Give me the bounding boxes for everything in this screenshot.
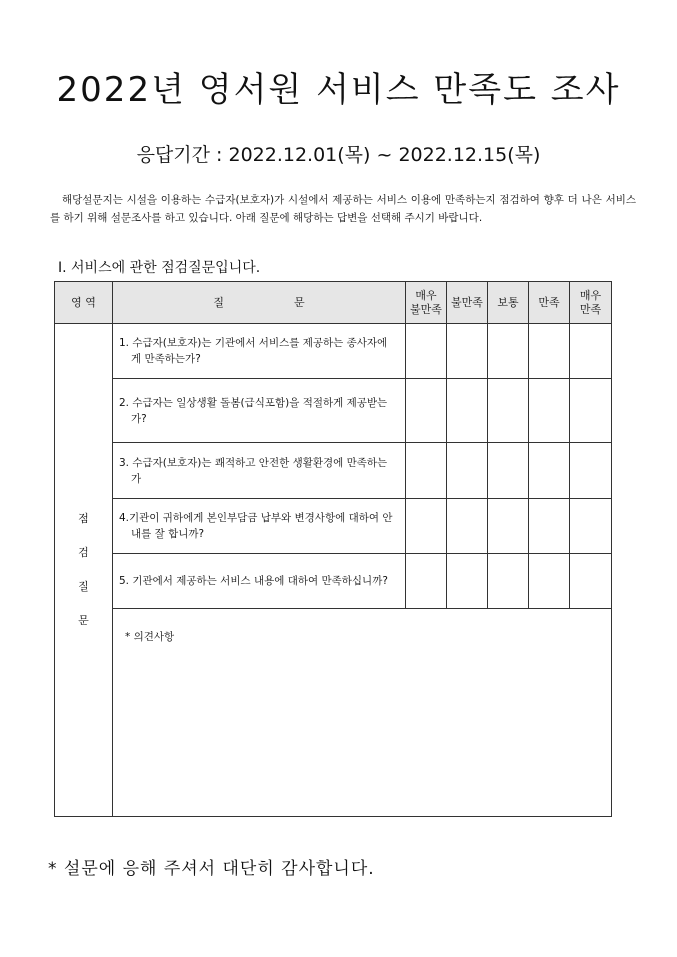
answer-very-dissatisfied-q5[interactable] — [406, 554, 447, 609]
answer-satisfied-q2[interactable] — [529, 379, 570, 443]
opinion-row — [55, 609, 612, 817]
answer-neutral-q1[interactable] — [488, 324, 529, 379]
header-dissatisfied: 불만족 — [447, 282, 488, 324]
table-row — [55, 379, 612, 443]
answer-dissatisfied-q3[interactable] — [447, 443, 488, 499]
table-row — [55, 443, 612, 499]
header-area: 영 역 — [55, 282, 113, 324]
answer-very-satisfied-q3[interactable] — [570, 443, 612, 499]
opinion-field[interactable] — [113, 609, 612, 817]
answer-very-satisfied-q2[interactable] — [570, 379, 612, 443]
response-period: 응답기간 : 2022.12.01(목) ~ 2022.12.15(목) — [136, 144, 541, 166]
answer-very-satisfied-q5[interactable] — [570, 554, 612, 609]
answer-satisfied-q1[interactable] — [529, 324, 570, 379]
closing-message: * 설문에 응해 주셔서 대단히 감사합니다. — [48, 859, 375, 879]
answer-dissatisfied-q5[interactable] — [447, 554, 488, 609]
table-row — [55, 554, 612, 609]
answer-dissatisfied-q1[interactable] — [447, 324, 488, 379]
answer-satisfied-q5[interactable] — [529, 554, 570, 609]
table-row — [55, 499, 612, 554]
answer-satisfied-q4[interactable] — [529, 499, 570, 554]
question-text: 4.기관이 귀하에게 본인부담금 납부와 변경사항에 대하여 안내를 잘 합니까? — [119, 512, 393, 540]
section-heading: Ⅰ. 서비스에 관한 점검질문입니다. — [58, 260, 261, 276]
question-cell — [113, 379, 406, 443]
area-label: 점 검 질 문 — [55, 324, 113, 817]
answer-very-dissatisfied-q3[interactable] — [406, 443, 447, 499]
answer-very-dissatisfied-q2[interactable] — [406, 379, 447, 443]
answer-neutral-q3[interactable] — [488, 443, 529, 499]
header-very-satisfied: 매우 만족 — [570, 282, 612, 324]
opinion-label: * 의견사항 — [125, 631, 175, 643]
question-cell — [113, 443, 406, 499]
answer-satisfied-q3[interactable] — [529, 443, 570, 499]
answer-dissatisfied-q2[interactable] — [447, 379, 488, 443]
answer-very-satisfied-q1[interactable] — [570, 324, 612, 379]
survey-table — [54, 281, 612, 817]
header-question: 질 문 — [113, 282, 406, 324]
answer-very-satisfied-q4[interactable] — [570, 499, 612, 554]
header-very-dissatisfied: 매우 불만족 — [406, 282, 447, 324]
header-neutral: 보통 — [488, 282, 529, 324]
intro-paragraph: 해당설문지는 시설을 이용하는 수급자(보호자)가 시설에서 제공하는 서비스 이용에 만족하는지 점검하여 향후 더 나은 서비스를 하기 위해 설문조사를 하고 있습니다. 아래 질문에 해당하는 답변을 선택해 주시기 바랍니다. — [50, 194, 636, 224]
answer-very-dissatisfied-q4[interactable] — [406, 499, 447, 554]
question-text: 3. 수급자(보호자)는 쾌적하고 안전한 생활환경에 만족하는가 — [119, 456, 388, 485]
question-cell — [113, 324, 406, 379]
question-cell — [113, 499, 406, 554]
answer-dissatisfied-q4[interactable] — [447, 499, 488, 554]
question-text: 2. 수급자는 일상생활 돌봄(급식포함)을 적절하게 제공받는가? — [119, 396, 388, 425]
answer-very-dissatisfied-q1[interactable] — [406, 324, 447, 379]
header-satisfied: 만족 — [529, 282, 570, 324]
question-cell — [113, 554, 406, 609]
header-row — [55, 282, 612, 324]
survey-title: 2022년 영서원 서비스 만족도 조사 — [56, 70, 621, 110]
answer-neutral-q2[interactable] — [488, 379, 529, 443]
question-text: 5. 기관에서 제공하는 서비스 내용에 대하여 만족하십니까? — [119, 575, 388, 587]
question-text: 1. 수급자(보호자)는 기관에서 서비스를 제공하는 종사자에게 만족하는가? — [119, 337, 388, 365]
answer-neutral-q4[interactable] — [488, 499, 529, 554]
table-row — [55, 324, 612, 379]
answer-neutral-q5[interactable] — [488, 554, 529, 609]
